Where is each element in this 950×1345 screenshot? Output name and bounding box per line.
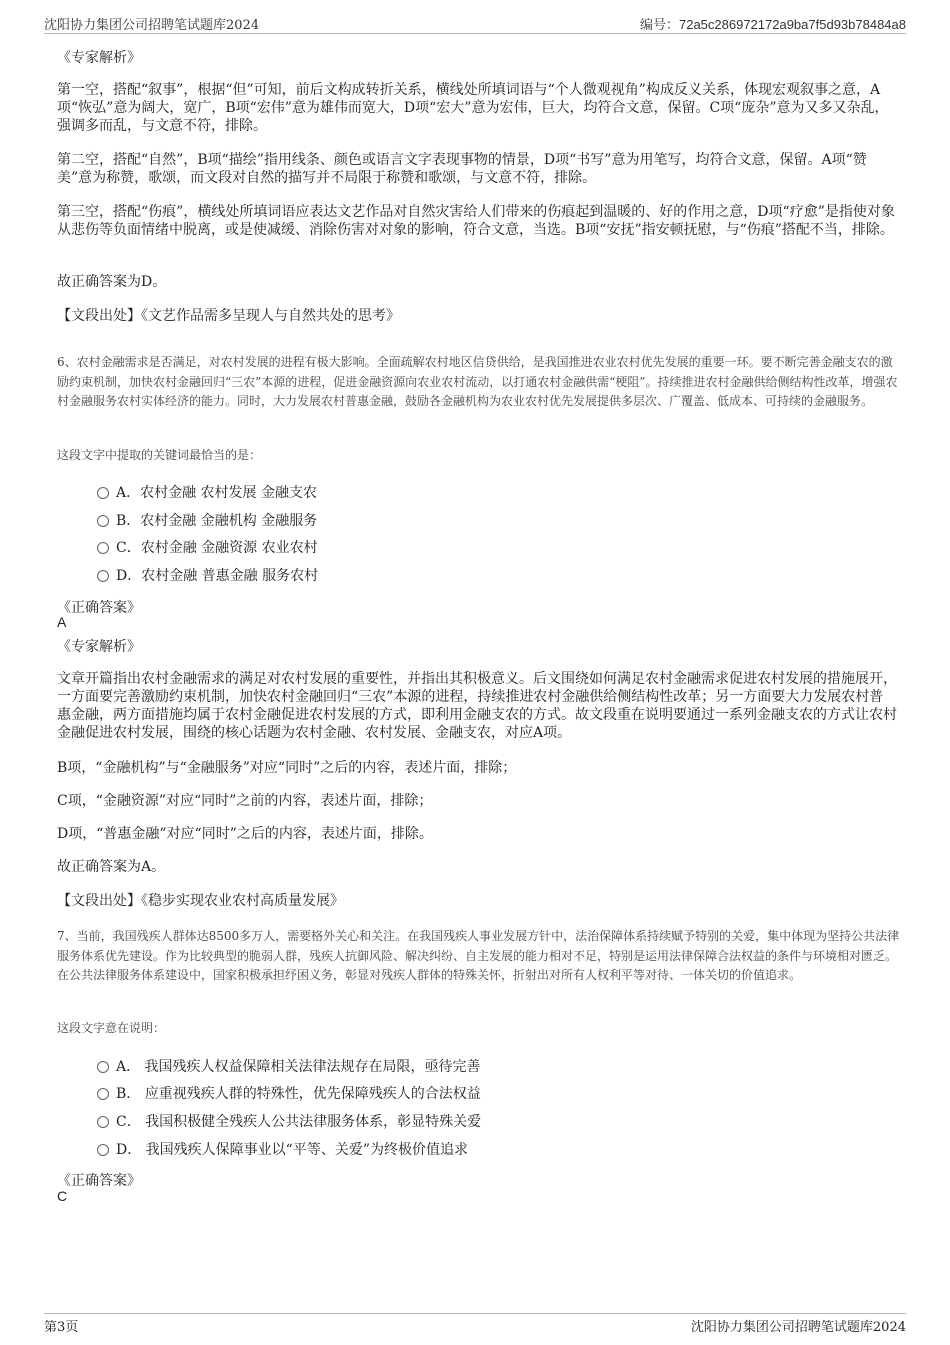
q7-option-c-label: C． 我国积极健全残疾人公共法律服务体系，彰显特殊关爱 xyxy=(116,1114,482,1130)
q7-stem: 7、当前，我国残疾人群体达8500多万人，需要格外关心和关注。在我国残疾人事业发展方针中，法治保障体系持续赋予特别的关爱，集中体现为坚持公共法律服务体系优先建设。作为比较典型的脆弱人群，残疾人抗御风险、解决纠纷、自主发展的能力相对不足，特别是运用法律保障合法权益的条件与环境相对匮乏。在公共法律服务体系建设中，国家积极承担纾困义务，彰显对残疾人群体的特殊关怀，折射出对所有人权利平等对待、一体关切的价值追求。 xyxy=(57,929,900,982)
q6-option-b[interactable] xyxy=(97,512,317,530)
q7-option-a-label: A． 我国残疾人权益保障相关法律法规存在局限，亟待完善 xyxy=(116,1059,481,1075)
q7-answer: C xyxy=(57,1188,68,1204)
q6-analysis-label: 《专家解析》 xyxy=(57,639,141,655)
q6-option-a-label: A．农村金融 农村发展 金融支农 xyxy=(116,485,318,501)
radio-icon[interactable] xyxy=(97,1116,109,1128)
radio-icon[interactable] xyxy=(97,570,109,582)
q5-analysis-p3: 第三空，搭配“伤痕”，横线处所填词语应表达文艺作品对自然灾害给人们带来的伤痕起到温暖的、好的作用之意，D项“疗愈”是指使对象从悲伤等负面情绪中脱离，或是使减缓、消除伤害对对象的影响，符合文意，当选。B项“安抚”指安顿抚慰，与“伤痕”搭配不当，排除。 xyxy=(57,204,895,238)
q7-answer-label: 《正确答案》 xyxy=(57,1173,141,1189)
q6-answer: A xyxy=(57,614,67,630)
q5-analysis-p2: 第二空，搭配“自然”，B项“描绘”指用线条、颜色或语言文字表现事物的情景，D项“书写”意为用笔写，均符合文意，保留。A项“赞美”意为称赞，歌颂，而文段对自然的描写并不局限于称赞和歌颂，与文意不符，排除。 xyxy=(57,152,867,186)
q6-question: 这段文字中提取的关键词最恰当的是： xyxy=(57,448,262,462)
q7-question: 这段文字意在说明： xyxy=(57,1021,166,1035)
q6-option-c[interactable] xyxy=(97,539,318,557)
q7-option-b-label: B． 应重视残疾人群的特殊性，优先保障残疾人的合法权益 xyxy=(116,1086,481,1102)
q5-source: 【文段出处】《文艺作品需多呈现人与自然共处的思考》 xyxy=(57,308,400,324)
q6-option-b-label: B．农村金融 金融机构 金融服务 xyxy=(116,513,318,529)
q6-option-d-label: D．农村金融 普惠金融 服务农村 xyxy=(116,568,319,584)
footer-title: 沈阳协力集团公司招聘笔试题库2024 xyxy=(690,1320,906,1335)
q6-answer-label: 《正确答案》 xyxy=(57,600,141,616)
radio-icon[interactable] xyxy=(97,542,109,554)
header-divider xyxy=(44,33,906,34)
q6-stem: 6、农村金融需求是否满足，对农村发展的进程有极大影响。全面疏解农村地区信贷供给，是我国推进农业农村优先发展的重要一环。要不断完善金融支农的激励约束机制，加快农村金融回归“三农”本源的进程，促进金融资源向农业农村流动，以打通农村金融供需“梗阻”。持续推进农村金融供给侧结构性改革，增强农村金融服务农村实体经济的能力。同时，大力发展农村普惠金融，鼓励各金融机构为农业农村优先发展提供多层次、广覆盖、低成本、可持续的金融服务。 xyxy=(57,355,898,408)
q6-option-a[interactable] xyxy=(97,484,317,502)
q6-analysis-p3: C项，“金融资源”对应“同时”之前的内容，表述片面，排除； xyxy=(57,793,433,809)
q5-conclusion: 故正确答案为D。 xyxy=(57,274,167,290)
page-footer xyxy=(44,1313,906,1335)
footer-page-number: 第3页 xyxy=(44,1320,79,1335)
q7-option-d-label: D． 我国残疾人保障事业以“平等、关爱”为终极价值追求 xyxy=(116,1142,468,1158)
q7-option-d[interactable] xyxy=(97,1141,468,1159)
radio-icon[interactable] xyxy=(97,487,109,499)
q6-source: 【文段出处】《稳步实现农业农村高质量发展》 xyxy=(57,893,344,909)
q7-option-c[interactable] xyxy=(97,1113,481,1131)
q7-option-b[interactable] xyxy=(97,1085,481,1103)
q6-analysis-p2: B项，“金融机构”与“金融服务”对应“同时”之后的内容，表述片面，排除； xyxy=(57,760,517,776)
radio-icon[interactable] xyxy=(97,1061,109,1073)
q5-analysis-label: 《专家解析》 xyxy=(57,50,141,66)
q6-analysis-p4: D项，“普惠金融”对应“同时”之后的内容，表述片面，排除。 xyxy=(57,826,433,842)
header-serial: 编号：72a5c286972172a9ba7f5d93b78484a8 xyxy=(639,17,906,32)
page-header xyxy=(44,14,906,34)
radio-icon[interactable] xyxy=(97,515,109,527)
q6-conclusion: 故正确答案为A。 xyxy=(57,859,166,875)
q7-option-a[interactable] xyxy=(97,1058,481,1076)
radio-icon[interactable] xyxy=(97,1144,109,1156)
q6-option-c-label: C．农村金融 金融资源 农业农村 xyxy=(116,540,318,556)
header-title: 沈阳协力集团公司招聘笔试题库2024 xyxy=(44,18,260,33)
q5-analysis-p1: 第一空，搭配“叙事”，根据“但”可知，前后文构成转折关系，横线处所填词语与“个人微观视角”构成反义关系，体现宏观叙事之意，A项“恢弘”意为阔大，宽广，B项“宏伟”意为雄伟而宽大，D项“宏大”意为宏伟，巨大，均符合文意，保留。C项“庞杂”意为又多又杂乱，强调多而乱，与文意不符，排除。 xyxy=(57,82,889,134)
q6-option-d[interactable] xyxy=(97,567,318,585)
radio-icon[interactable] xyxy=(97,1088,109,1100)
q6-analysis-p1: 文章开篇指出农村金融需求的满足对农村发展的重要性，并指出其积极意义。后文围绕如何满足农村金融需求促进农村发展的措施展开，一方面要完善激励约束机制，加快农村金融回归“三农”本源的进程，持续推进农村金融供给侧结构性改革；另一方面要大力发展农村普惠金融，两方面措施均属于农村金融促进农村发展的方式，即利用金融支农的方式。故文段重在说明要通过一系列金融支农的方式让农村金融促进农村发展，围绕的核心话题为农村金融、农村发展、金融支农，对应A项。 xyxy=(57,671,897,741)
